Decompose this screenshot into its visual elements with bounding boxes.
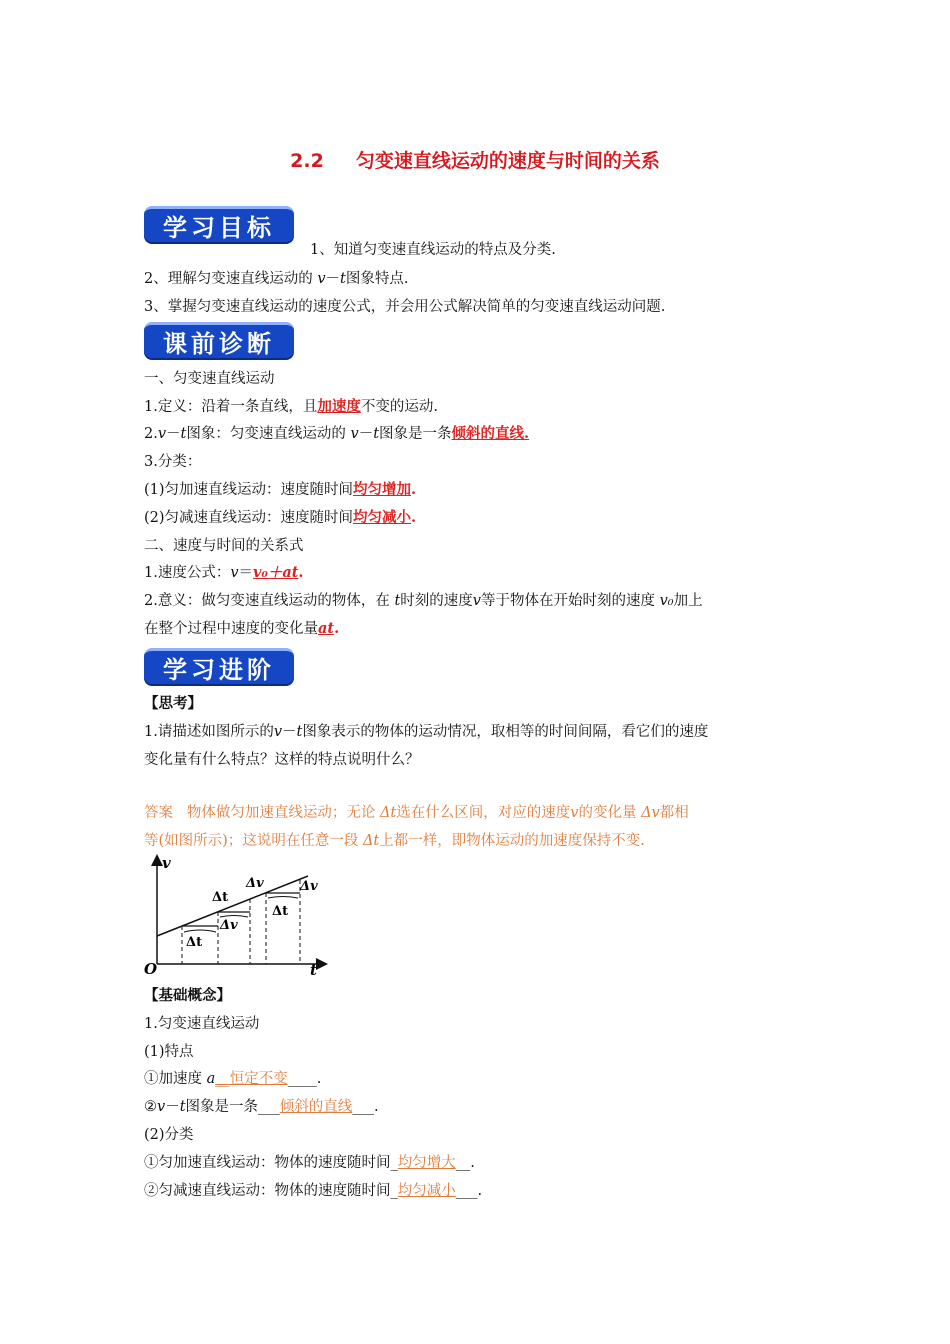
basic-heading-1: 1.匀变速直线运动 bbox=[144, 1016, 260, 1032]
pre-formula: 1.速度公式：v＝v₀＋at. bbox=[144, 564, 304, 581]
vt-label-dv-2: Δv bbox=[246, 876, 264, 891]
pre-heading-2: 二、速度与时间的关系式 bbox=[144, 538, 304, 554]
vt-axis-t-label: t bbox=[310, 961, 317, 978]
page-title bbox=[0, 146, 950, 173]
goal-1: 1、知道匀变速直线运动的特点及分类. bbox=[310, 242, 556, 258]
title-text: 匀变速直线运动的速度与时间的关系 bbox=[355, 150, 660, 172]
think-question-line-2: 变化量有什么特点？这样的特点说明什么？ bbox=[144, 752, 420, 768]
goal-2: 2、理解匀变速直线运动的 v－t图象特点. bbox=[144, 271, 409, 287]
pre-meaning-line-1: 2.意义：做匀变速直线运动的物体，在 t时刻的速度v等于物体在开始时刻的速度 v₀加上 bbox=[144, 593, 703, 609]
pre-accelerated: (1)匀加速直线运动：速度随时间均匀增加. bbox=[144, 481, 417, 498]
section-badge-pre-diagnosis: 课前诊断 bbox=[144, 322, 294, 358]
basic-label: 【基础概念】 bbox=[144, 987, 231, 1004]
section-badge-advanced: 学习进阶 bbox=[144, 648, 294, 684]
section-badge-goals: 学习目标 bbox=[144, 206, 294, 242]
pre-heading-1: 一、匀变速直线运动 bbox=[144, 371, 275, 387]
answer-line-2: 等(如图所示)；这说明在任意一段 Δt上都一样，即物体运动的加速度保持不变. bbox=[144, 833, 645, 849]
answer-line-1: 答案 物体做匀加速直线运动；无论 Δt选在什么区间，对应的速度v的变化量 Δv都相 bbox=[144, 805, 689, 821]
vt-axis-v-label: v bbox=[162, 854, 171, 872]
pre-decelerated: (2)匀减速直线运动：速度随时间均匀减小. bbox=[144, 509, 417, 526]
basic-accelerated: ①匀加速直线运动：物体的速度随时间_均匀增大__. bbox=[144, 1155, 475, 1171]
vt-label-dt-1: Δt bbox=[186, 935, 203, 950]
think-question-line-1: 1.请描述如图所示的v－t图象表示的物体的运动情况，取相等的时间间隔，看它们的速度 bbox=[144, 724, 709, 740]
basic-vt-graph: ②v－t图象是一条___倾斜的直线___. bbox=[144, 1099, 379, 1115]
goal-3: 3、掌握匀变速直线运动的速度公式，并会用公式解决简单的匀变速直线运动问题. bbox=[144, 299, 666, 315]
pre-classification: 3.分类： bbox=[144, 454, 202, 470]
basic-decelerated: ②匀减速直线运动：物体的速度随时间_均匀减小___. bbox=[144, 1183, 483, 1199]
vt-label-dt-2: Δt bbox=[212, 890, 229, 905]
pre-meaning-line-2: 在整个过程中速度的变化量at. bbox=[144, 620, 340, 637]
basic-feature: (1)特点 bbox=[144, 1044, 194, 1060]
title-number: 2.2 bbox=[290, 150, 324, 172]
vt-label-dt-3: Δt bbox=[272, 904, 289, 919]
vt-label-dv-1: Δv bbox=[220, 918, 238, 933]
think-label: 【思考】 bbox=[144, 695, 202, 712]
pre-definition: 1.定义：沿着一条直线，且加速度不变的运动. bbox=[144, 398, 438, 415]
vt-label-dv-3: Δv bbox=[300, 879, 318, 894]
vt-diagram bbox=[140, 852, 340, 978]
basic-acceleration: ①加速度 a__恒定不变____. bbox=[144, 1071, 322, 1087]
vt-origin-label: O bbox=[144, 960, 158, 978]
pre-graph: 2.v－t图象：匀变速直线运动的 v－t图象是一条倾斜的直线. bbox=[144, 425, 530, 442]
basic-classification: (2)分类 bbox=[144, 1127, 194, 1143]
